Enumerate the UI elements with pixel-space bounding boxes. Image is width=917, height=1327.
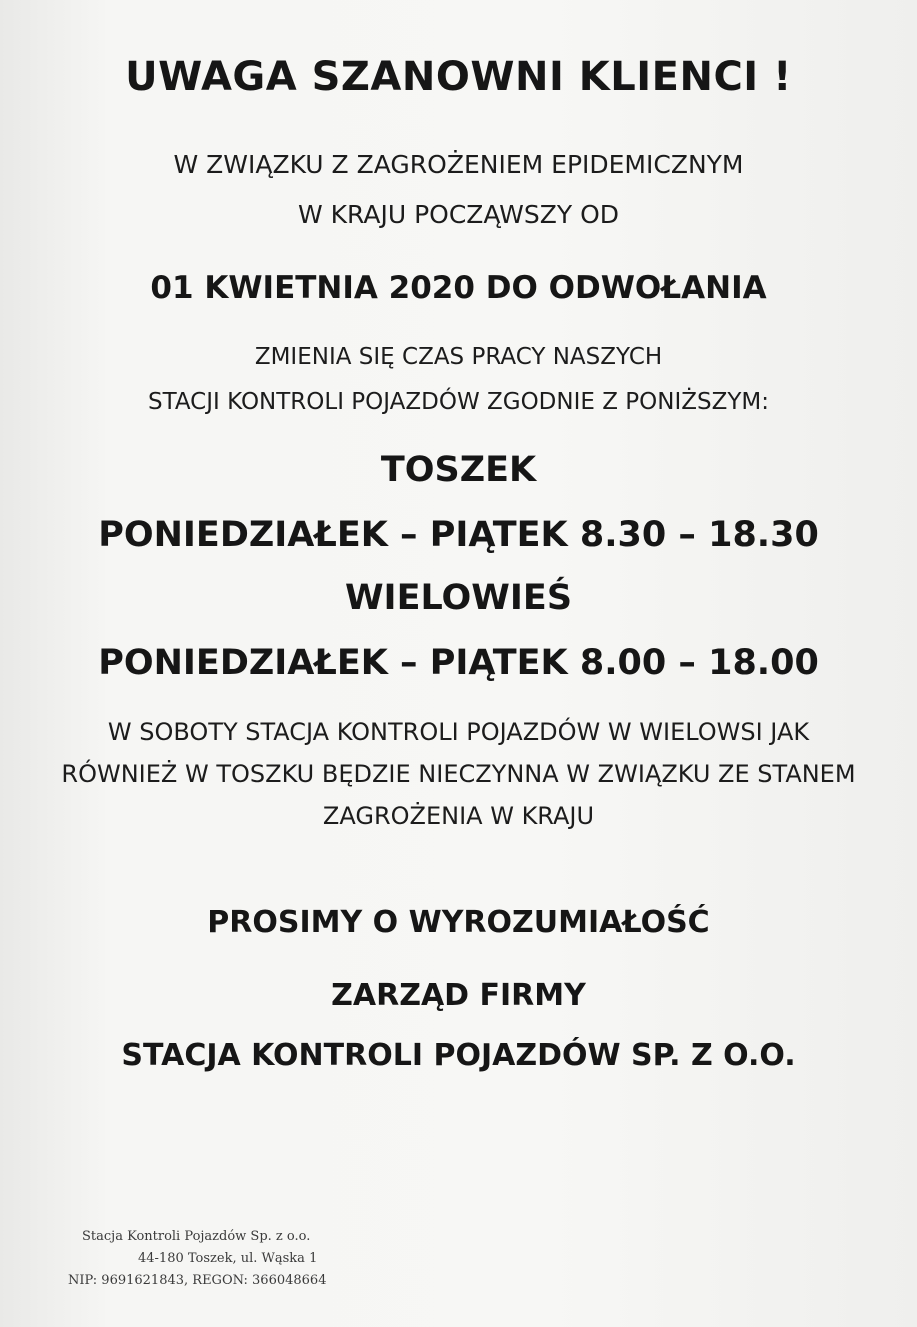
location-hours-toszek: PONIEDZIAŁEK – PIĄTEK 8.30 – 18.30	[98, 515, 819, 555]
stamp-ids: NIP: 9691621843, REGON: 366048664	[68, 1273, 327, 1288]
stamp-address: 44-180 Toszek, ul. Wąska 1	[138, 1251, 318, 1266]
location-name-wielowies: WIELOWIEŚ	[344, 578, 573, 618]
intro-line-1: W ZWIĄZKU Z ZAGROŻENIEM EPIDEMICZNYM	[173, 150, 744, 179]
location-hours-wielowies: PONIEDZIAŁEK – PIĄTEK 8.00 – 18.00	[98, 643, 819, 683]
location-name-toszek: TOSZEK	[380, 450, 537, 490]
stamp-company-name: Stacja Kontroli Pojazdów Sp. z o.o.	[82, 1229, 311, 1244]
apology-line: PROSIMY O WYROZUMIAŁOŚĆ	[207, 905, 710, 940]
intro-line-2: W KRAJU POCZĄWSZY OD	[297, 200, 620, 229]
change-line-1: ZMIENIA SIĘ CZAS PRACY NASZYCH	[254, 344, 663, 370]
saturday-line-2: RÓWNIEŻ W TOSZKU BĘDZIE NIECZYNNA W ZWIĄZKU ZE STANEM	[61, 760, 856, 788]
date-line: 01 KWIETNIA 2020 DO ODWOŁANIA	[150, 270, 767, 306]
saturday-line-3: ZAGROŻENIA W KRAJU	[322, 802, 595, 830]
change-line-2: STACJI KONTROLI POJAZDÓW ZGODNIE Z PONIŻSZYM:	[147, 389, 770, 415]
signature-line-1: ZARZĄD FIRMY	[331, 978, 586, 1013]
notice-title: UWAGA SZANOWNI KLIENCI !	[125, 54, 792, 100]
company-stamp	[68, 1226, 368, 1292]
saturday-line-1: W SOBOTY STACJA KONTROLI POJAZDÓW W WIELOWSI JAK	[107, 718, 810, 746]
signature-line-2: STACJA KONTROLI POJAZDÓW SP. Z O.O.	[121, 1038, 796, 1073]
